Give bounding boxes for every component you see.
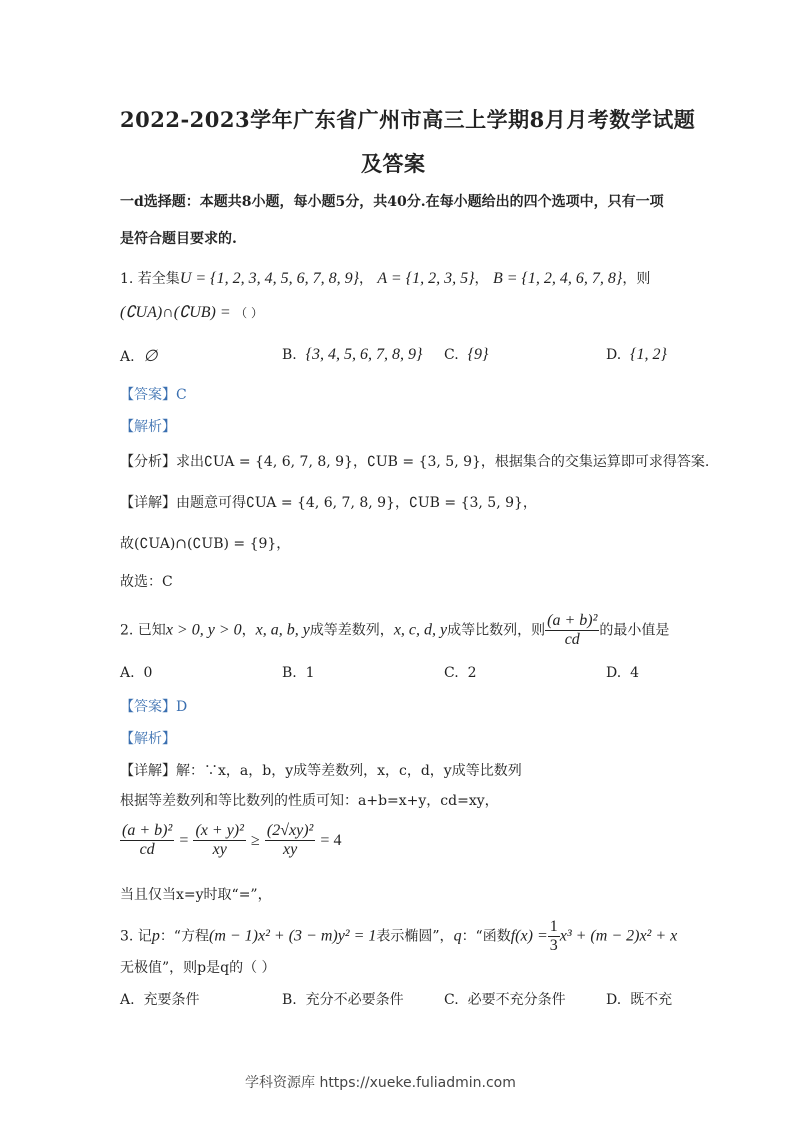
footer-source: 学科资源库 https://xueke.fuliadmin.com: [245, 1075, 516, 1091]
q1-xiangjie: 【详解】由题意可得∁UA = {4, 6, 7, 8, 9}，∁UB = {3, 5, 9}，: [120, 495, 537, 511]
q1-option-b: B. {3, 4, 5, 6, 7, 8, 9}: [282, 346, 423, 363]
q3-fraction: $\frac{1}{3}$: [549, 918, 558, 954]
q1-stem: 1. 若全集U = {1, 2, 3, 4, 5, 6, 7, 8, 9}， A = {1, 2, 3, 5}， B = {1, 2, 4, 6, 7, 8}，则: [120, 270, 651, 287]
q2-equality-condition: 当且仅当x=y时取“=”，: [120, 887, 272, 903]
q1-set-a: A = {1, 2, 3, 5}: [377, 270, 475, 287]
page-title: 2022-2023学年广东省广州市高三上学期8月月考数学试题: [120, 107, 696, 132]
q2-property: 根据等差数列和等比数列的性质可知：a+b=x+y，cd=xy，: [120, 793, 499, 809]
q2-option-b: B. 1: [282, 665, 315, 681]
q3-option-b: B. 充分不必要条件: [282, 992, 404, 1008]
q2-answer: 【答案】D: [120, 699, 188, 715]
q2-frac-3: $\frac{\text{(2√xy)²}}{xy}$: [266, 822, 314, 858]
q3-option-d: D. 既不充: [606, 992, 673, 1008]
q3-p: p: [151, 927, 160, 945]
q2-xiangjie: 【详解】解：∵x，a，b，y成等差数列，x，c，d，y成等比数列: [120, 763, 522, 779]
q1-conclusion: 故(∁UA)∩(∁UB) = {9}，: [120, 536, 291, 552]
q3-option-c: C. 必要不充分条件: [444, 992, 566, 1008]
q3-stem-cont: 无极值”，则p是q的（ ）: [120, 960, 276, 976]
q1-analysis-tag: 【解析】: [120, 419, 176, 435]
q3-option-a: A. 充要条件: [120, 992, 200, 1008]
q1-paren: （ ）: [235, 306, 263, 320]
q2-option-a: A. 0: [120, 665, 153, 681]
q1-option-d: D. {1, 2}: [606, 346, 667, 363]
q2-condition: x > 0, y > 0: [165, 621, 242, 639]
q1-lead: 1. 若全集: [120, 271, 180, 287]
q2-stem: 2. 已知x > 0, y > 0，x, a, b, y成等差数列，x, c, d, y成等比数列，则 $\frac{\text{(a + b)²}}{cd}$ 的最小值是: [120, 612, 670, 648]
section-heading: 一d选择题：本题共8小题，每小题5分，共40分.在每小题给出的四个选项中，只有一项: [120, 194, 664, 210]
q2-geo-seq: x, c, d, y: [393, 621, 448, 639]
q1-option-a: A. ∅: [120, 348, 158, 365]
q2-fraction: $\frac{\text{(a + b)²}}{cd}$: [547, 612, 598, 648]
section-heading-cont: 是符合题目要求的.: [120, 231, 237, 247]
q1-answer: 【答案】C: [120, 387, 187, 403]
q2-frac-2: $\frac{\text{(x + y)²}}{xy}$: [195, 822, 244, 858]
q2-option-d: D. 4: [606, 665, 640, 681]
q1-then: ，则: [622, 271, 651, 287]
q1-set-b: B = {1, 2, 4, 6, 7, 8}: [492, 270, 623, 287]
q1-expr-line: [120, 302, 263, 322]
page-title-line2: 及答案: [361, 151, 426, 176]
q2-inequality: $\frac{\text{(a + b)²}}{cd}$ = $\frac{\text{(x + y)²}}{xy}$ ≥ $\frac{\text{(2√xy)²}}{xy}$ = 4: [122, 822, 342, 858]
q2-option-c: C. 2: [444, 665, 477, 681]
q1-set-u: U = {1, 2, 3, 4, 5, 6, 7, 8, 9}: [179, 270, 359, 287]
q2-lead: 2. 已知: [120, 622, 166, 639]
q2-frac-1: $\frac{\text{(a + b)²}}{cd}$: [122, 822, 173, 858]
q3-stem: 3. 记p：“方程(m − 1)x² + (3 − m)y² = 1表示椭圆”，q：“函数f(x) = $\frac{1}{3}$ x³ + (m − 2)x² + x: [120, 918, 678, 954]
q1-fenxi: 【分析】求出∁UA = {4, 6, 7, 8, 9}，∁UB = {3, 5, 9}，根据集合的交集运算即可求得答案.: [120, 454, 710, 470]
q3-ellipse-eq: (m − 1)x² + (3 − m)y² = 1: [208, 927, 377, 945]
q3-q: q: [453, 927, 462, 945]
q1-option-c: C. {9}: [444, 346, 489, 363]
q1-choice: 故选：C: [120, 574, 173, 590]
q3-function: f(x) =: [510, 927, 548, 945]
q2-arith-seq: x, a, b, y: [255, 621, 310, 639]
q2-analysis-tag: 【解析】: [120, 731, 176, 747]
q1-expr: (∁UA)∩(∁UB) =: [120, 304, 231, 321]
